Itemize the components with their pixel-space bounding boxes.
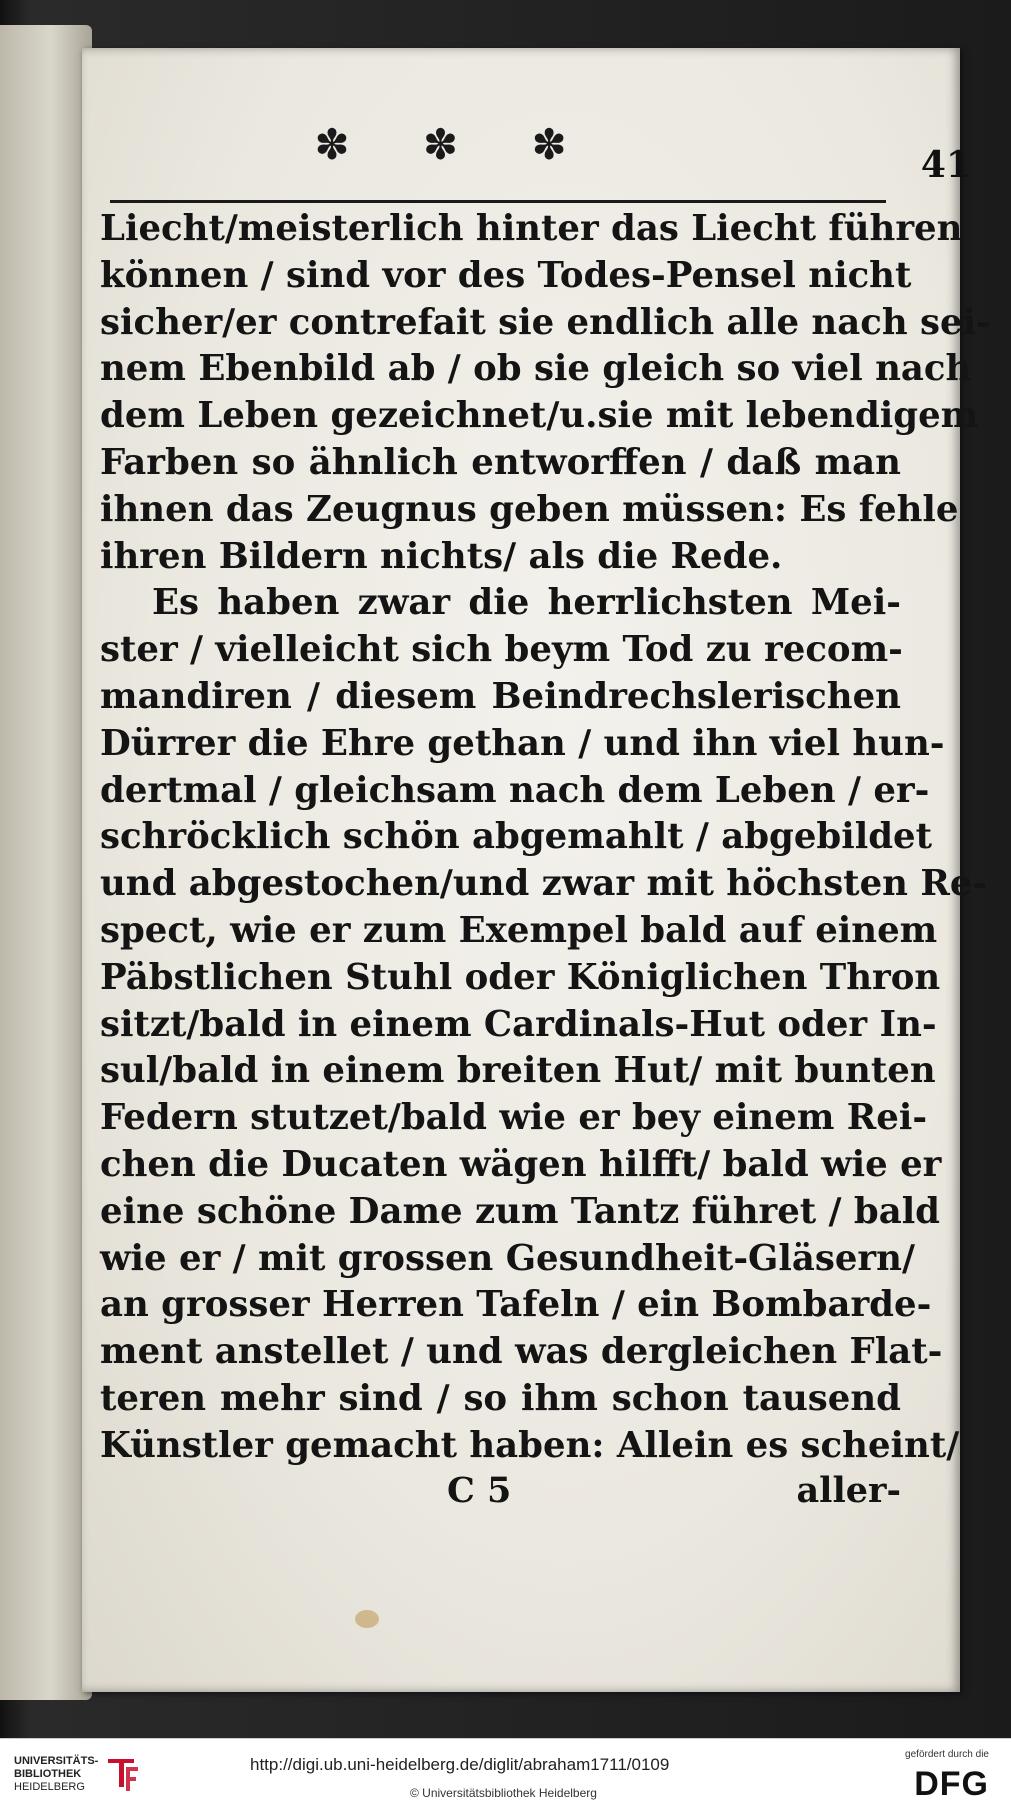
dfg-logo[interactable]: DFG: [914, 1765, 989, 1803]
library-name-line: BIBLIOTHEK: [14, 1768, 82, 1780]
text-line: Farben so ähnlich entworffen / daß man: [100, 441, 901, 483]
text-line: mandiren / diesem Beindrechslerischen: [100, 675, 901, 717]
funded-by-label: gefördert durch die: [905, 1749, 989, 1760]
text-line: Künstler gemacht haben: Allein es scheint/: [100, 1424, 960, 1466]
text-line: dem Leben gezeichnet/u.sie mit lebendigem: [100, 395, 979, 437]
signature-mark: C 5: [447, 1470, 512, 1511]
text-line: Federn stutzet/bald wie er bey einem Rei-: [100, 1097, 928, 1139]
header-rule: [110, 200, 886, 203]
text-line: Es haben zwar die herrlichsten Mei-: [152, 582, 901, 624]
permalink-url[interactable]: http://digi.ub.uni-heidelberg.de/diglit/abraham1711/0109: [250, 1755, 670, 1774]
text-line: eine schöne Dame zum Tantz führet / bald: [100, 1190, 941, 1232]
copyright-notice: © Universitätsbibliothek Heidelberg: [410, 1786, 597, 1800]
facing-page-edge: [0, 25, 92, 1700]
text-line: sul/bald in einem breiten Hut/ mit bunten: [100, 1050, 936, 1092]
paper-stain: [355, 1610, 379, 1628]
library-logo-icon[interactable]: [104, 1753, 140, 1793]
text-line: Dürrer die Ehre gethan / und ihn viel hun-: [100, 722, 945, 764]
catchword: aller-: [796, 1470, 901, 1511]
text-line: spect, wie er zum Exempel bald auf einem: [100, 909, 938, 951]
text-line: ment anstellet / und was dergleichen Flat-: [100, 1331, 943, 1373]
ornament-icon: ✽: [314, 120, 380, 169]
text-line: Liecht/meisterlich hinter das Liecht führen: [100, 208, 963, 249]
text-line: und abgestochen/und zwar mit höchsten Re-: [100, 863, 988, 905]
text-line: können / sind vor des Todes-Pensel nicht: [100, 254, 912, 296]
text-line: nem Ebenbild ab / ob sie gleich so viel nach: [100, 348, 972, 390]
page-footer-line: [82, 1470, 901, 1520]
text-line: ihren Bildern nichts/ als die Rede.: [100, 535, 783, 577]
page-number: 41: [920, 144, 971, 186]
text-line: schröcklich schön abgemahlt / abgebildet: [100, 816, 933, 858]
text-line: dertmal / gleichsam nach dem Leben / er-: [100, 769, 930, 811]
text-line: wie er / mit grossen Gesundheit-Gläsern/: [100, 1237, 915, 1279]
library-logo-text[interactable]: [14, 1755, 98, 1794]
text-line: chen die Ducaten wägen hilfft/ bald wie er: [100, 1143, 942, 1185]
library-name-line: UNIVERSITÄTS-: [14, 1755, 99, 1767]
library-name-line: HEIDELBERG: [14, 1781, 85, 1793]
text-line: ihnen das Zeugnus geben müssen: Es fehle: [100, 488, 959, 530]
viewer-footer: [0, 1738, 1011, 1811]
text-line: teren mehr sind / so ihm schon tausend: [100, 1377, 901, 1419]
text-line: an grosser Herren Tafeln / ein Bombarde-: [100, 1284, 932, 1326]
text-line: ster / vielleicht sich beym Tod zu recom-: [100, 629, 903, 671]
ornament-icon: ✽: [531, 120, 597, 169]
text-line: sicher/er contrefait sie endlich alle nach sei-: [100, 301, 991, 343]
text-line: Päbstlichen Stuhl oder Königlichen Thron: [100, 956, 941, 998]
page-header: [30, 100, 971, 204]
text-line: sitzt/bald in einem Cardinals-Hut oder In-: [100, 1003, 937, 1045]
ornament-row: [30, 120, 881, 169]
page-body-text: [100, 206, 991, 1470]
ornament-icon: ✽: [422, 120, 489, 169]
